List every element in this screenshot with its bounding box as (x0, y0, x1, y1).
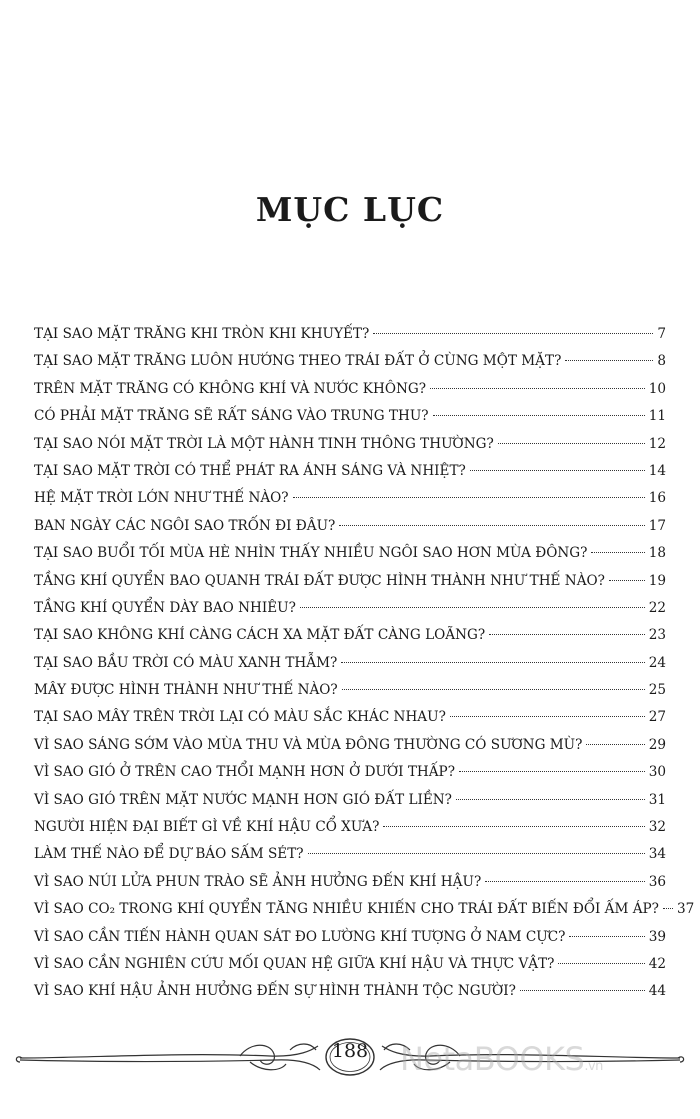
toc-entry-page: 22 (648, 599, 666, 616)
toc-entry-page: 12 (648, 435, 666, 452)
toc-dot-leader (663, 908, 673, 909)
toc-entry-title: VÌ SAO GIÓ TRÊN MẶT NƯỚC MẠNH HƠN GIÓ ĐẤT LIỀN? (34, 791, 452, 808)
toc-entry (34, 376, 666, 403)
toc-entry-title: TẠI SAO BẦU TRỜI CÓ MÀU XANH THẪM? (34, 654, 338, 671)
toc-entry (34, 403, 666, 430)
toc-dot-leader (342, 689, 645, 690)
toc-entry-title: LÀM THẾ NÀO ĐỂ DỰ BÁO SẤM SÉT? (34, 846, 304, 863)
toc-entry-title: BAN NGÀY CÁC NGÔI SAO TRỐN ĐI ĐÂU? (34, 517, 336, 534)
watermark-suffix: .vn (584, 1059, 603, 1074)
watermark-logo (400, 1040, 603, 1078)
toc-entry-title: VÌ SAO KHÍ HẬU ẢNH HƯỞNG ĐẾN SỰ HÌNH THÀNH TỘC NGƯỜI? (34, 983, 516, 1000)
toc-entry-page: 30 (648, 764, 666, 781)
toc-entry-title: VÌ SAO CẦN TIẾN HÀNH QUAN SÁT ĐO LƯỜNG KHÍ TƯỢNG Ở NAM CỰC? (34, 928, 566, 945)
toc-entry-title: TẦNG KHÍ QUYỂN DÀY BAO NHIÊU? (34, 599, 296, 616)
toc-entry (34, 814, 666, 841)
toc-entry-title: VÌ SAO CO₂ TRONG KHÍ QUYỂN TĂNG NHIỀU KHIẾN CHO TRÁI ĐẤT BIẾN ĐỔI ẤM ÁP? (34, 901, 659, 918)
toc-entry (34, 622, 666, 649)
page-title: MỤC LỤC (255, 190, 445, 229)
toc-entry-title: TẠI SAO BUỔI TỐI MÙA HÈ NHÌN THẤY NHIỀU NGÔI SAO HƠN MÙA ĐÔNG? (34, 545, 588, 562)
toc-entry-page: 31 (648, 791, 666, 808)
toc-entry-page: 23 (648, 627, 666, 644)
toc-entry-page: 17 (648, 517, 666, 534)
toc-entry (34, 978, 666, 1005)
watermark-text: NetaBOOKS (400, 1040, 585, 1078)
toc-dot-leader (373, 333, 653, 334)
toc-dot-leader (308, 853, 645, 854)
toc-dot-leader (430, 388, 645, 389)
toc-entry-title: VÌ SAO GIÓ Ở TRÊN CAO THỔI MẠNH HƠN Ở DƯỚI THẤP? (34, 764, 455, 781)
toc-entry-title: TẦNG KHÍ QUYỂN BAO QUANH TRÁI ĐẤT ĐƯỢC HÌNH THÀNH NHƯ THẾ NÀO? (34, 572, 605, 589)
toc-entry (34, 650, 666, 677)
toc-dot-leader (591, 552, 644, 553)
toc-entry-page: 24 (648, 654, 666, 671)
toc-entry-page: 42 (648, 955, 666, 972)
toc-entry-page: 34 (648, 846, 666, 863)
toc-dot-leader (383, 826, 644, 827)
toc-entry (34, 321, 666, 348)
toc-entry-page: 14 (648, 462, 666, 479)
toc-entry-title: TẠI SAO MẶT TRỜI CÓ THỂ PHÁT RA ÁNH SÁNG VÀ NHIỆT? (34, 462, 466, 479)
toc-entry (34, 924, 666, 951)
toc-entry (34, 704, 666, 731)
toc-entry (34, 595, 666, 622)
toc-entry-page: 32 (648, 819, 666, 836)
toc-entry-page: 19 (648, 572, 666, 589)
toc-entry-page: 37 (676, 901, 695, 918)
toc-dot-leader (489, 634, 645, 635)
toc-entry-title: VÌ SAO CẦN NGHIÊN CỨU MỐI QUAN HỆ GIỮA KHÍ HẬU VÀ THỰC VẬT? (34, 955, 555, 972)
toc-entry-page: 10 (648, 380, 666, 397)
toc-entry-page: 27 (648, 709, 666, 726)
toc-entry (34, 869, 666, 896)
toc-entry-title: TẠI SAO MÂY TRÊN TRỜI LẠI CÓ MÀU SẮC KHÁC NHAU? (34, 709, 446, 726)
toc-entry-page: 7 (657, 326, 666, 342)
toc-entry-page: 39 (648, 928, 666, 945)
toc-dot-leader (293, 497, 645, 498)
toc-dot-leader (459, 771, 645, 772)
toc-entry (34, 458, 666, 485)
toc-dot-leader (470, 470, 645, 471)
toc-entry-title: TẠI SAO NÓI MẶT TRỜI LÀ MỘT HÀNH TINH THÔNG THƯỜNG? (34, 435, 494, 452)
toc-dot-leader (609, 580, 645, 581)
toc-entry-title: NGƯỜI HIỆN ĐẠI BIẾT GÌ VỀ KHÍ HẬU CỔ XƯA? (34, 819, 380, 836)
toc-entry (34, 841, 666, 868)
toc-entry (34, 951, 666, 978)
toc-entry-title: HỆ MẶT TRỜI LỚN NHƯ THẾ NÀO? (34, 490, 289, 507)
toc-entry (34, 540, 666, 567)
toc-entry-title: MÂY ĐƯỢC HÌNH THÀNH NHƯ THẾ NÀO? (34, 682, 338, 699)
toc-dot-leader (586, 744, 644, 745)
toc-entry-page: 11 (648, 408, 666, 425)
toc-entry-page: 44 (648, 983, 666, 1000)
toc-entry-title: TRÊN MẶT TRĂNG CÓ KHÔNG KHÍ VÀ NƯỚC KHÔNG? (34, 380, 427, 397)
toc-dot-leader (341, 662, 644, 663)
toc-entry-title: VÌ SAO SÁNG SỚM VÀO MÙA THU VÀ MÙA ĐÔNG THƯỜNG CÓ SƯƠNG MÙ? (34, 736, 583, 753)
toc-entry-page: 36 (648, 873, 666, 890)
toc-entry (34, 732, 666, 759)
toc-entry (34, 787, 666, 814)
toc-dot-leader (485, 881, 644, 882)
toc-entry-title: VÌ SAO NÚI LỬA PHUN TRÀO SẼ ẢNH HƯỞNG ĐẾN KHÍ HẬU? (34, 873, 482, 890)
toc-entry-page: 18 (648, 545, 666, 562)
toc-entry (34, 485, 666, 512)
toc-dot-leader (569, 936, 644, 937)
toc-entry-page: 8 (657, 353, 666, 370)
toc-entry-title: TẠI SAO MẶT TRĂNG KHI TRÒN KHI KHUYẾT? (34, 326, 370, 342)
toc-dot-leader (450, 716, 645, 717)
toc-dot-leader (565, 360, 653, 361)
toc-dot-leader (339, 525, 644, 526)
page-number: 188 (331, 1040, 369, 1062)
toc-entry (34, 896, 695, 923)
toc-dot-leader (520, 990, 645, 991)
toc-entry-page: 16 (648, 490, 666, 507)
toc-dot-leader (433, 415, 645, 416)
toc-entry (34, 568, 666, 595)
toc-entry-page: 29 (648, 736, 666, 753)
toc-entry (34, 759, 666, 786)
toc-dot-leader (558, 963, 644, 964)
toc-dot-leader (456, 799, 645, 800)
toc-dot-leader (498, 443, 645, 444)
toc-entry-page: 25 (648, 682, 666, 699)
toc-dot-leader (300, 607, 645, 608)
toc-entry-title: CÓ PHẢI MẶT TRĂNG SẼ RẤT SÁNG VÀO TRUNG THU? (34, 408, 429, 425)
table-of-contents (34, 321, 695, 1006)
toc-entry (34, 513, 666, 540)
toc-entry (34, 348, 666, 375)
toc-entry (34, 431, 666, 458)
toc-entry (34, 677, 666, 704)
toc-entry-title: TẠI SAO MẶT TRĂNG LUÔN HƯỚNG THEO TRÁI ĐẤT Ở CÙNG MỘT MẶT? (34, 353, 562, 370)
toc-entry-title: TẠI SAO KHÔNG KHÍ CÀNG CÁCH XA MẶT ĐẤT CÀNG LOÃNG? (34, 627, 486, 644)
